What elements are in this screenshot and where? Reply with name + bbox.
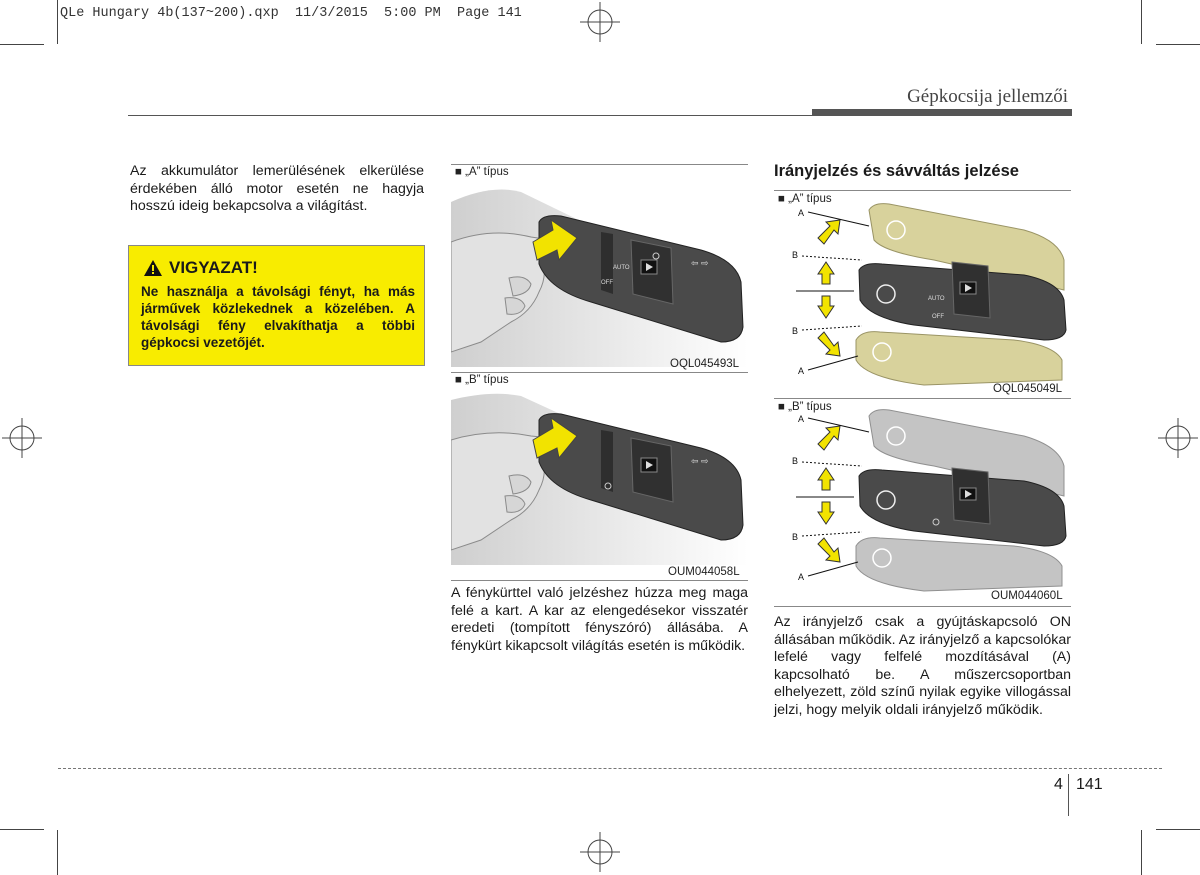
svg-text:⇦ ⇨: ⇦ ⇨ [691, 456, 709, 466]
flash-paragraph: A fénykürttel való jelzéshez húzza meg maga felé a kart. A kar az elengedésekor visszatér eredeti (tompított fényszóró) állásába. A fénykürt kikapcsolt világítás esetén is működik. [451, 585, 748, 654]
callout-a: A [798, 414, 805, 424]
page-number: 141 [1076, 776, 1103, 793]
callout-b: B [792, 456, 799, 466]
crop-mark [57, 0, 58, 44]
turn-stalk-figure-b [774, 406, 1071, 592]
figure-code: OQL045493L [670, 358, 740, 370]
figure-code: OUM044060L [991, 590, 1063, 602]
turn-stalk-figure-a [774, 200, 1071, 390]
crop-mark [1141, 830, 1142, 875]
stalk-off-label: OFF [932, 314, 944, 320]
figure-divider [451, 372, 748, 373]
warning-box [128, 245, 425, 366]
svg-text:⇦ ⇨: ⇦ ⇨ [691, 258, 709, 268]
section-title: Gépkocsija jellemzői [907, 86, 1068, 107]
figure-divider [451, 164, 748, 165]
callout-a: A [798, 208, 805, 218]
footer-divider [58, 768, 1162, 769]
callout-b: B [792, 532, 799, 542]
stalk-auto-label: AUTO [613, 265, 630, 271]
crop-mark [1156, 829, 1200, 830]
intro-paragraph: Az akkumulátor lemerülésének elkerülése érdekében álló motor esetén ne hagyja hosszú ideig bekapcsolva a világítást. [130, 163, 424, 214]
turn-signal-heading: Irányjelzés és sávváltás jelzése [774, 162, 1019, 180]
print-header: QLe Hungary 4b(137~200).qxp 11/3/2015 5:00 PM Page 141 [60, 6, 522, 21]
crop-mark [1156, 44, 1200, 45]
registration-mark-icon [1158, 418, 1198, 458]
header-rule [128, 115, 1072, 116]
figure-divider [451, 580, 748, 581]
callout-a: A [798, 572, 805, 582]
warning-body: Ne használja a távolsági fényt, ha más járművek közlekednek a közelében. A távolsági fény elvakíthatja a többi gépkocsi vezetőjét. [141, 284, 415, 350]
figure-type-label: ■ „B” típus [778, 401, 832, 413]
registration-mark-icon [580, 832, 620, 872]
page-number-separator [1068, 774, 1069, 816]
flash-stalk-figure-a [451, 182, 748, 367]
turn-signal-paragraph: Az irányjelző csak a gyújtáskapcsoló ON állásában működik. Az irányjelző a kapcsolókar lefelé vagy felfelé mozdításával (A) kapcsolható be. A műszercsoportban elhelyezett, zöld színű nyilak egyike villogással jelzi, hogy melyik oldali irányjelző működik. [774, 614, 1071, 718]
figure-divider [774, 190, 1071, 191]
flash-stalk-figure-b [451, 390, 748, 565]
stalk-off-label: OFF [601, 280, 613, 286]
figure-code: OUM044058L [668, 566, 740, 578]
chapter-number: 4 [1054, 776, 1063, 793]
figure-type-label: ■ „A” típus [455, 166, 509, 178]
callout-b: B [792, 250, 799, 260]
callout-a: A [798, 366, 805, 376]
registration-mark-icon [580, 2, 620, 42]
figure-divider [774, 606, 1071, 607]
figure-type-label: ■ „A” típus [778, 193, 832, 205]
callout-b: B [792, 326, 799, 336]
figure-code: OQL045049L [993, 383, 1063, 395]
figure-divider [774, 398, 1071, 399]
warning-triangle-icon [143, 259, 163, 277]
registration-mark-icon [2, 418, 42, 458]
warning-title-text: VIGYAZAT! [169, 258, 258, 277]
crop-mark [1141, 0, 1142, 44]
figure-type-label: ■ „B” típus [455, 374, 509, 386]
crop-mark [0, 829, 44, 830]
stalk-auto-label: AUTO [928, 296, 945, 302]
header-bar [812, 109, 1072, 115]
warning-title [143, 258, 258, 278]
crop-mark [0, 44, 44, 45]
crop-mark [57, 830, 58, 875]
